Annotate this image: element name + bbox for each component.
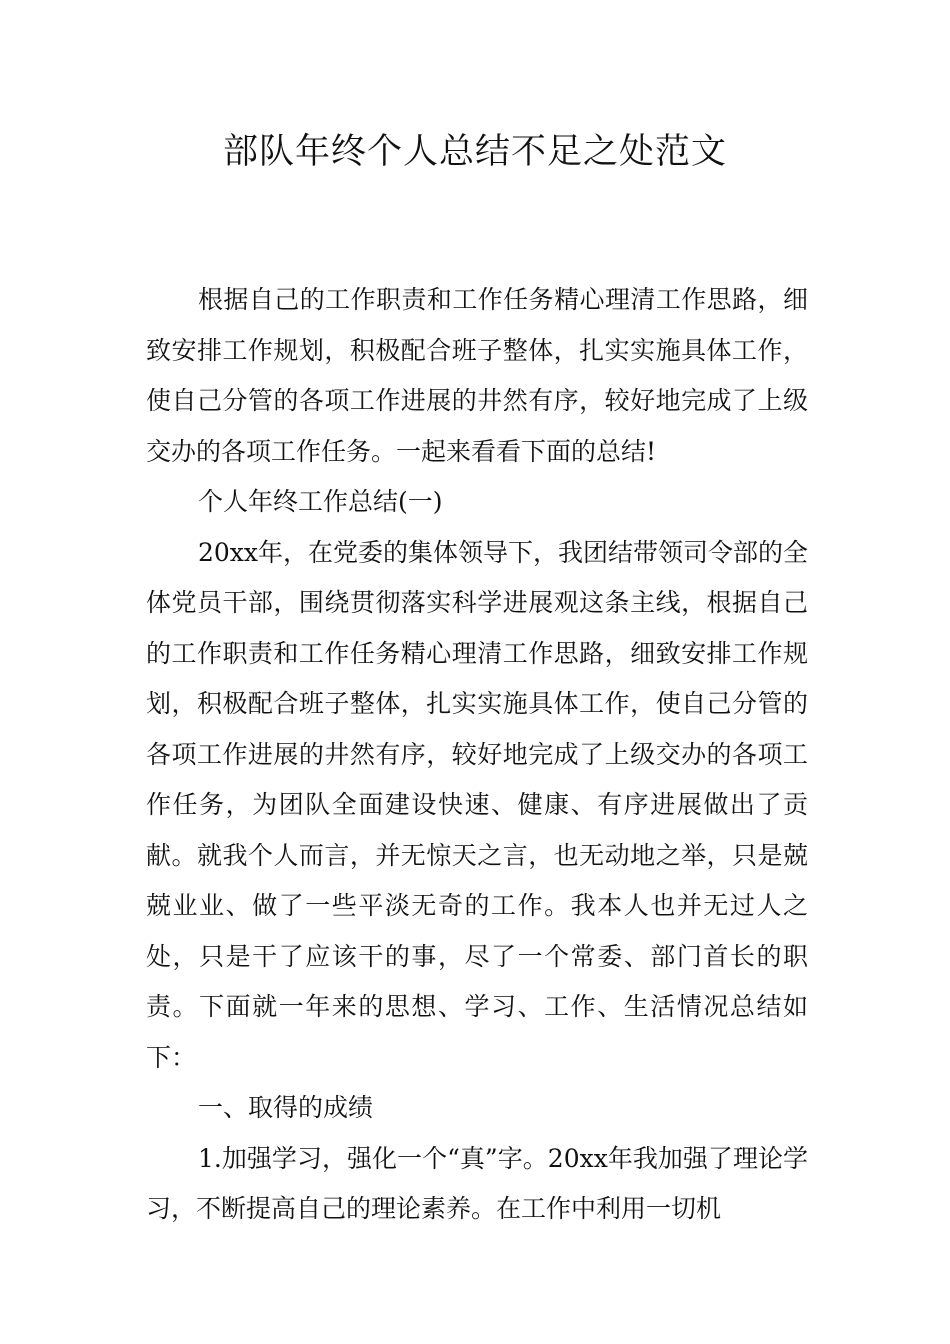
body-paragraph-study: 1.加强学习，强化一个“真”字。20xx年我加强了理论学习，不断提高自己的理论素养。在工作中利用一切机 [146, 1143, 808, 1223]
intro-paragraph: 根据自己的工作职责和工作任务精心理清工作思路，细致安排工作规划，积极配合班子整体，扎实实施具体工作，使自己分管的各项工作进展的井然有序，较好地完成了上级交办的各项工作任务。一起来看看下面的总结! [146, 285, 808, 466]
section-heading-achievements: 一、取得的成绩 [198, 1093, 374, 1122]
body-paragraph: 20xx年，在党委的集体领导下，我团结带领司令部的全体党员干部，围绕贯彻落实科学进展观这条主线，根据自己的工作职责和工作任务精心理清工作思路，细致安排工作规划，积极配合班子整体，扎实实施具体工作，使自己分管的各项工作进展的井然有序，较好地完成了上级交办的各项工作任务，为团队全面建设快速、健康、有序进展做出了贡献。就我个人而言，并无惊天之言，也无动地之举，只是兢兢业业、做了一些平淡无奇的工作。我本人也并无过人之处，只是干了应该干的事，尽了一个常委、部门首长的职责。下面就一年来的思想、学习、工作、生活情况总结如下： [146, 537, 809, 1072]
section-heading-summary-one: 个人年终工作总结(一) [198, 487, 443, 516]
document-title: 部队年终个人总结不足之处范文 [222, 132, 727, 172]
document-body [146, 275, 808, 1235]
